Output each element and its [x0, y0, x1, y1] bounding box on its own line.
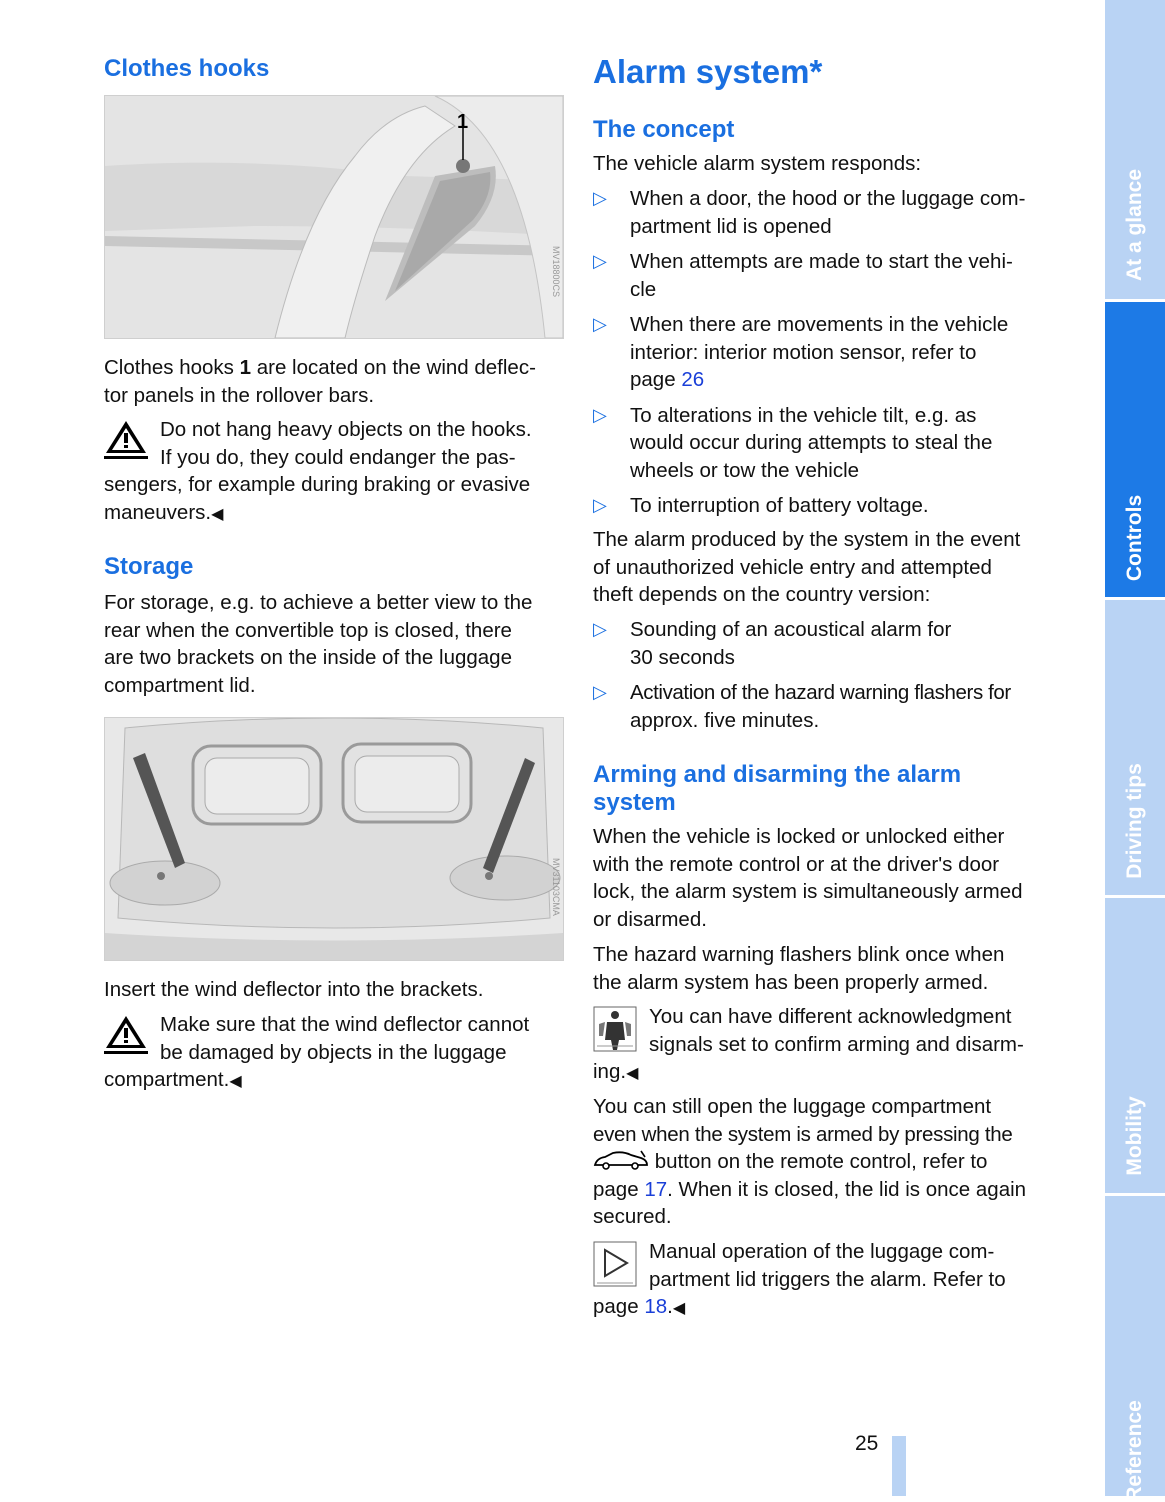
list-item: ▷ Activation of the hazard warning flashers for approx. five minutes. [593, 681, 1011, 732]
list-item: ▷ To interruption of battery voltage. [593, 492, 1053, 520]
list-item: ▷ To alterations in the vehicle tilt, e.g. as would occur during attempts to steal the wheels or tow the vehicle [593, 403, 993, 482]
page-link-17[interactable]: 17 [644, 1177, 668, 1201]
storage-warning: Make sure that the wind deflector cannot be damaged by objects in the luggage compartment.◀ [104, 1013, 530, 1091]
arming-heading: Arming and disarming the alarm system [593, 761, 962, 816]
arming-paragraph-2: The hazard warning flashers blink once when the alarm system has been properly armed. [593, 943, 1005, 994]
figure-code-1: MV18800CS [551, 246, 561, 298]
alarm-system-title: Alarm system* [593, 53, 823, 90]
manual-operation-note: Manual operation of the luggage com- partment lid triggers the alarm. Refer to page 18.◀ [593, 1240, 1006, 1318]
responds-list [593, 185, 1053, 520]
page-number-bar [892, 1436, 906, 1496]
luggage-open-paragraph: You can still open the luggage compartment even when the system is armed by pressing the button on the remote control, refer to page 17. When it is closed, the lid is once again secured. [593, 1095, 1027, 1228]
alarm-actions-list [593, 616, 1053, 734]
storage-heading: Storage [104, 553, 194, 580]
chapter-tabs [1105, 0, 1165, 1502]
storage-paragraph: For storage, e.g. to achieve a better view to the rear when the convertible top is closed, there are two brackets on the inside of the luggage compartment lid. [104, 591, 533, 697]
clothes-hooks-heading: Clothes hooks [104, 55, 270, 82]
warning-triangle-icon [104, 419, 148, 459]
triangle-bullet-icon: ▷ [593, 682, 607, 702]
tab-mobility[interactable]: Mobility [1105, 898, 1165, 1193]
figure-code-2: MV31103CMA [551, 858, 561, 916]
end-mark-icon: ◀ [211, 505, 224, 523]
concept-heading: The concept [593, 116, 735, 143]
clothes-hooks-paragraph: Clothes hooks 1 are located on the wind deflec- tor panels in the rollover bars. [104, 356, 536, 407]
arming-paragraph-1: When the vehicle is locked or unlocked either with the remote control or at the driver's door lock, the alarm system is simultaneously armed or disarmed. [593, 825, 1023, 931]
triangle-bullet-icon: ▷ [593, 188, 607, 208]
page-link-18[interactable]: 18 [644, 1295, 668, 1318]
page-number: 25 [855, 1432, 879, 1455]
clothes-hooks-figure [104, 95, 564, 339]
end-mark-icon: ◀ [229, 1073, 242, 1090]
trunk-button-car-icon [593, 1149, 649, 1171]
insert-deflector-text: Insert the wind deflector into the brackets. [104, 978, 484, 1001]
service-technician-icon [593, 1006, 637, 1052]
country-version-paragraph: The alarm produced by the system in the event of unauthorized vehicle entry and attempted theft depends on the country version: [593, 528, 1021, 606]
end-mark-icon: ◀ [626, 1065, 639, 1082]
acknowledgment-tip: You can have different acknowledgment signals set to confirm arming and disarm- ing.◀ [593, 1005, 1024, 1083]
list-item: ▷ When there are movements in the vehicle interior: interior motion sensor, refer to page 26 [593, 313, 1009, 391]
triangle-bullet-icon: ▷ [593, 404, 607, 425]
tab-controls[interactable]: Controls [1105, 302, 1165, 597]
triangle-bullet-icon: ▷ [593, 314, 607, 334]
triangle-bullet-icon: ▷ [593, 251, 607, 271]
list-item: ▷ When a door, the hood or the luggage com- partment lid is opened [593, 187, 1026, 238]
page-link-26[interactable]: 26 [681, 368, 705, 391]
storage-brackets-figure [104, 717, 564, 961]
end-mark-icon: ◀ [672, 1300, 686, 1317]
tab-driving-tips[interactable]: Driving tips [1105, 600, 1165, 895]
note-triangle-icon [593, 1241, 637, 1287]
warning-triangle-icon [104, 1014, 148, 1054]
tab-at-a-glance[interactable]: At a glance [1105, 0, 1165, 299]
figure-callout-1: 1 [457, 111, 469, 133]
list-item: ▷ When attempts are made to start the vehi- cle [593, 250, 1013, 301]
triangle-bullet-icon: ▷ [593, 495, 607, 515]
tab-reference[interactable]: Reference [1105, 1196, 1165, 1496]
list-item: ▷ Sounding of an acoustical alarm for 30 seconds [593, 618, 952, 669]
clothes-hooks-warning: Do not hang heavy objects on the hooks. If you do, they could endanger the pas- sengers, for example during braking or evasive maneuvers.◀ [104, 418, 532, 524]
clothes-hooks-illustration [105, 96, 563, 338]
storage-brackets-illustration [105, 718, 563, 960]
triangle-bullet-icon: ▷ [593, 619, 607, 639]
concept-intro: The vehicle alarm system responds: [593, 152, 922, 175]
